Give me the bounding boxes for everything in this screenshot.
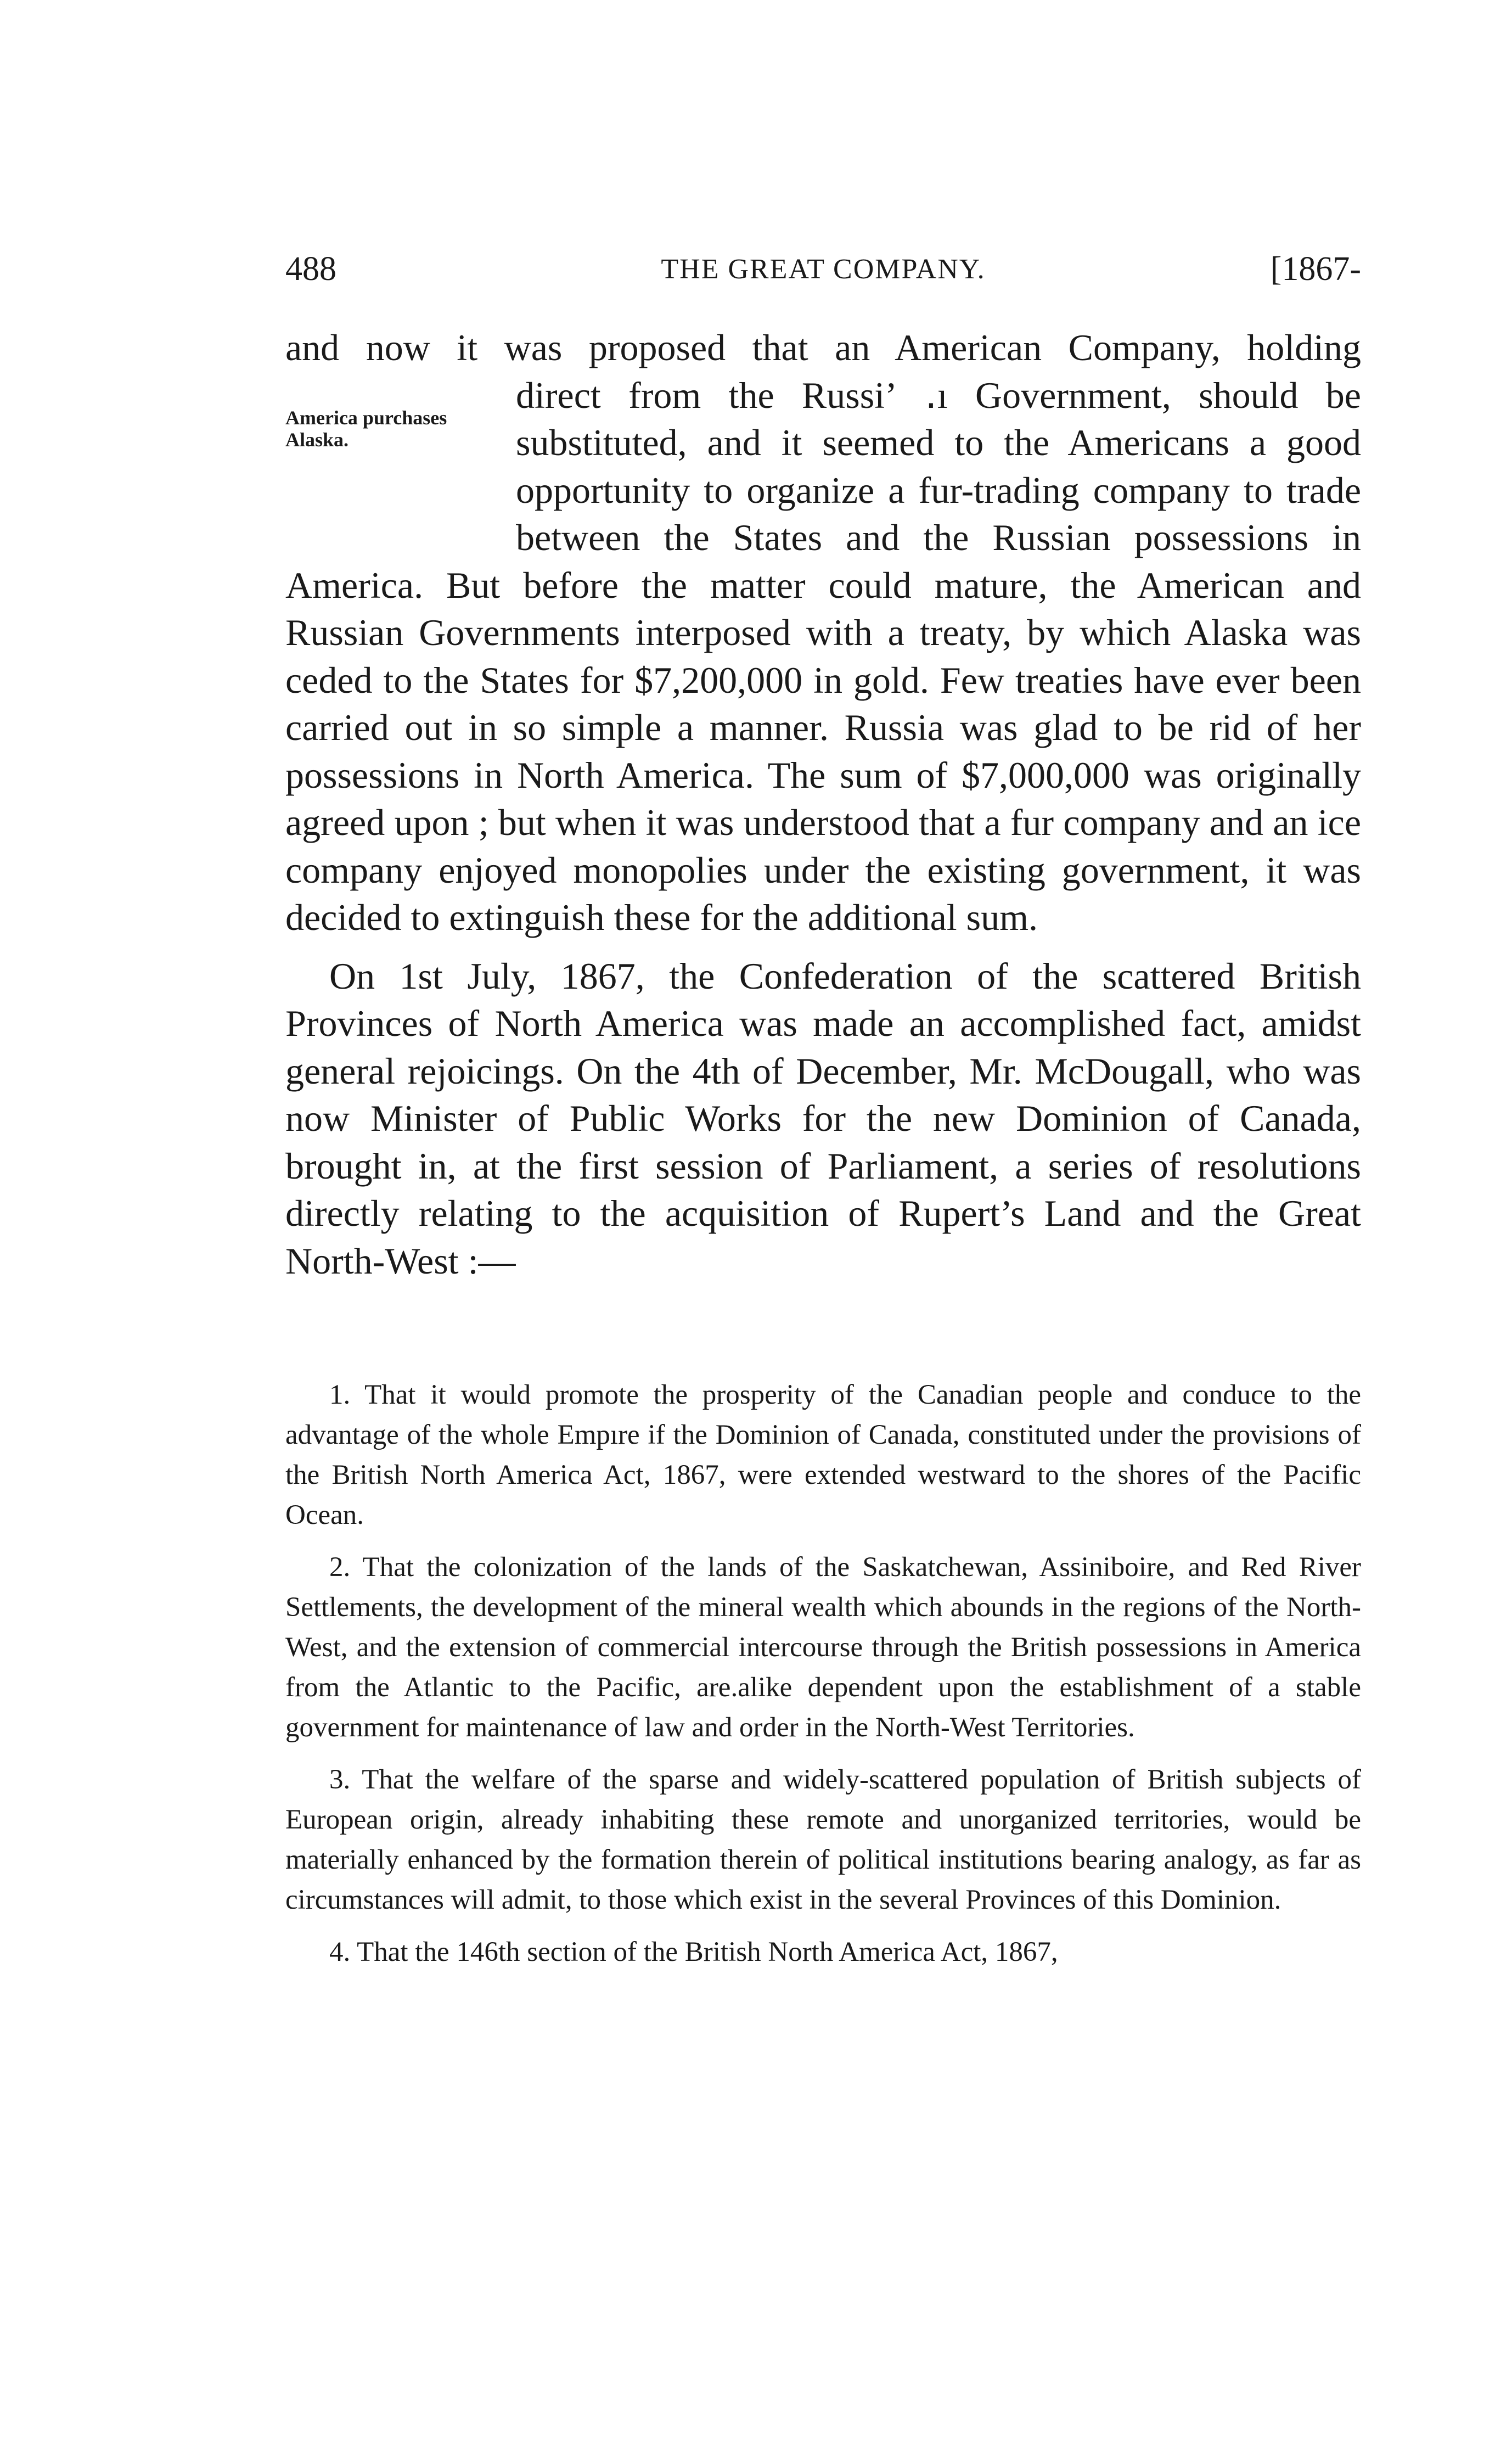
resolution-item: 2. That the colonization of the lands of the Saskatchewan, Assiniboire, and Red River Settlements, the development of the mineral wealth which abounds in the regions of the North-West, and the extension of commercial intercourse through the British possessions in America from the Atlantic to the Pacific, are.alike dependent upon the establishment of a stable government for maintenance of law and order in the North-West Territories. [285,1552,1361,1743]
paragraph-alaska [285,324,1361,941]
main-text [285,324,1361,1285]
paragraph-continuation: direct from the Russiʼ ․ı Government, should be substituted, and it seemed to the Americans a good opportunity to organize a fur-trading company to trade between the States and the Russian possessions in America. But before the matter could mature, the American and Russian Governments interposed with a treaty, by which Alaska was ceded to the States for $7,200,000 in gold. Few treaties have ever been carried out in so simple a manner. Russia was glad to be rid of her possessions in North America. The sum of $7,000,000 was originally agreed upon ; but when it was understood that a fur company and an ice company enjoyed monopolies under the existing government, it was decided to extinguish these for the additional sum. [285,374,1361,938]
margin-sidenote: America purchases Alaska. [285,406,447,451]
resolution-item: 1. That it would promote the prosperity of the Canadian people and conduce to the advantage of the whole Empıre if the Dominion of Canada, constituted under the provisions of the British North America Act, 1867, were extended westward to the shores of the Pacific Ocean. [285,1379,1361,1530]
resolution-item: 3. That the welfare of the sparse and widely-scattered population of British subjects of European origin, already inhabiting these remote and unorganized territories, would be materially enhanced by the formation therein of political institutions bearing analogy, as far as circumstances will admit, to those which exist in the several Provinces of this Dominion. [285,1764,1361,1915]
running-year: [1867- [1270,250,1361,288]
page-number: 488 [285,250,336,288]
running-title: THE GREAT COMPANY. [661,254,986,285]
running-header [285,250,1361,299]
paragraph-first-line: and now it was proposed that an American Company, holding [285,327,1361,368]
resolution-item: 4. That the 146th section of the British North America Act, 1867, [329,1937,1058,1967]
paragraph-confederation: On 1st July, 1867, the Confederation of the scattered British Provinces of North America was made an accomplished fact, amidst general rejoicings. On the 4th of December, Mr. McDougall, who was now Minister of Public Works for the new Dominion of Canada, brought in, at the first session of Parliament, a series of resolutions directly relating to the acquisition of Rupert’s Land and the Great North-West :— [285,955,1361,1282]
resolutions-list [285,1375,1361,1972]
